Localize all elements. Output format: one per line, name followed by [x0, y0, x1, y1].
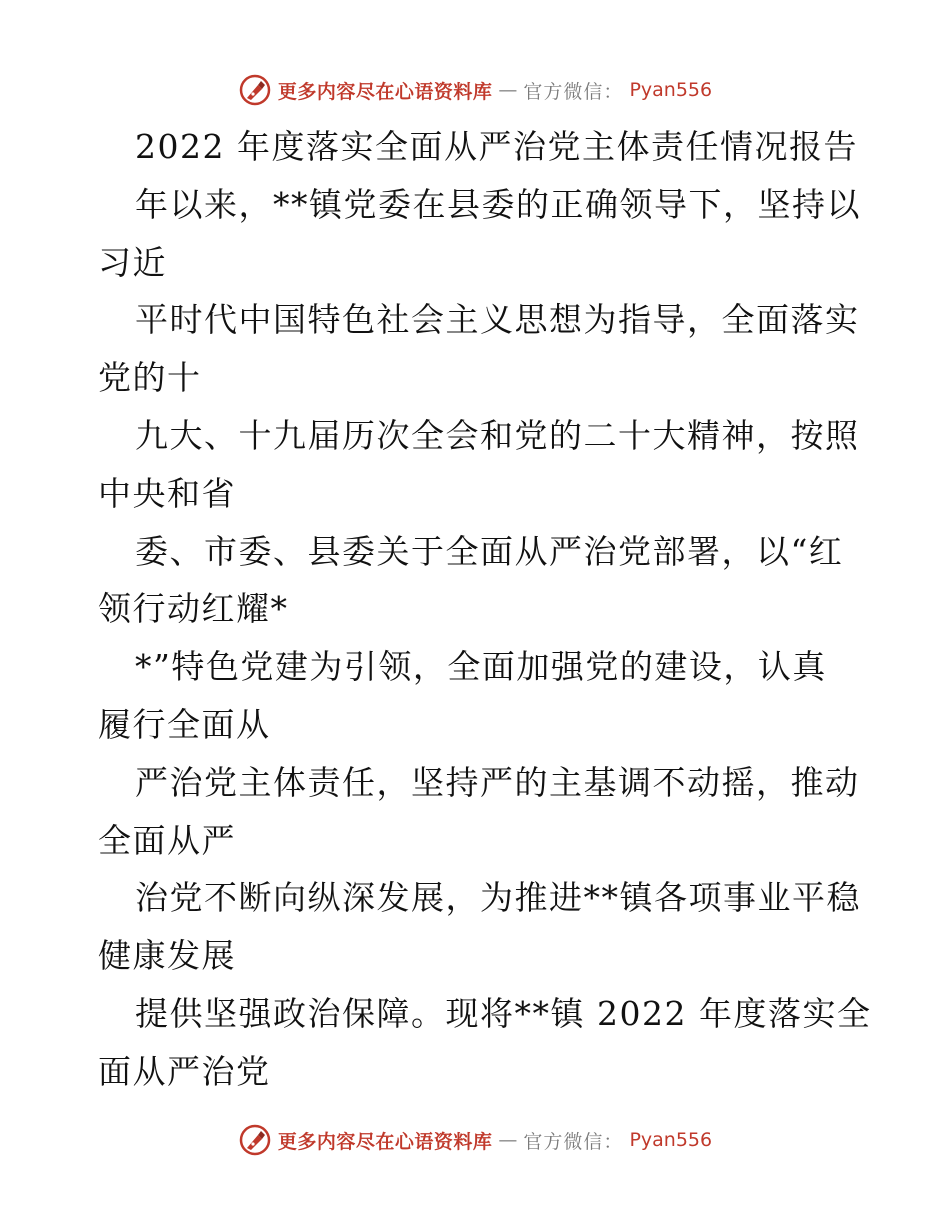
- paragraph-line: *”特色党建为引领，全面加强党的建设，认真: [135, 647, 827, 687]
- paragraph-line: 党的十: [98, 358, 202, 398]
- paragraph-line: 健康发展: [98, 936, 236, 976]
- paragraph-line: 面从严治党: [98, 1051, 271, 1091]
- paragraph-line: 履行全面从: [98, 704, 271, 744]
- pen-nib-logo-icon: [238, 1123, 272, 1157]
- paragraph-line: 平时代中国特色社会主义思想为指导，全面落实: [135, 300, 860, 340]
- paragraph-line: 习近: [98, 242, 167, 282]
- paragraph-line: 提供坚强政治保障。现将**镇 2022 年度落实全: [135, 993, 872, 1033]
- paragraph-line: 领行动红耀*: [98, 589, 289, 629]
- footer-banner: [0, 1120, 950, 1160]
- pen-nib-logo-icon: [238, 73, 272, 107]
- paragraph-line: 全面从严: [98, 820, 236, 860]
- banner-wechat-label: 官方微信：: [523, 80, 624, 103]
- banner-brand-text: 更多内容尽在心语资料库: [277, 1130, 493, 1153]
- paragraph-line: 年以来，**镇党委在县委的正确领导下，坚持以: [135, 184, 861, 224]
- paragraph-line: 九大、十九届历次全会和党的二十大精神，按照: [135, 415, 860, 455]
- banner-separator: —: [498, 79, 518, 101]
- banner-wechat-id: Pyan556: [629, 1129, 713, 1151]
- header-banner: [0, 70, 950, 110]
- paragraph-line: 中央和省: [98, 473, 236, 513]
- paragraph-line: 严治党主体责任，坚持严的主基调不动摇，推动: [135, 762, 860, 802]
- banner-wechat-label: 官方微信：: [523, 1130, 624, 1153]
- banner-brand-text: 更多内容尽在心语资料库: [277, 80, 493, 103]
- document-title: 2022 年度落实全面从严治党主体责任情况报告: [135, 127, 858, 166]
- paragraph-line: 委、市委、县委关于全面从严治党部署，以“红: [135, 531, 844, 571]
- banner-wechat-id: Pyan556: [629, 79, 713, 101]
- document-body: [98, 118, 872, 1101]
- paragraph-line: 治党不断向纵深发展，为推进**镇各项事业平稳: [135, 878, 861, 918]
- banner-separator: —: [498, 1129, 518, 1151]
